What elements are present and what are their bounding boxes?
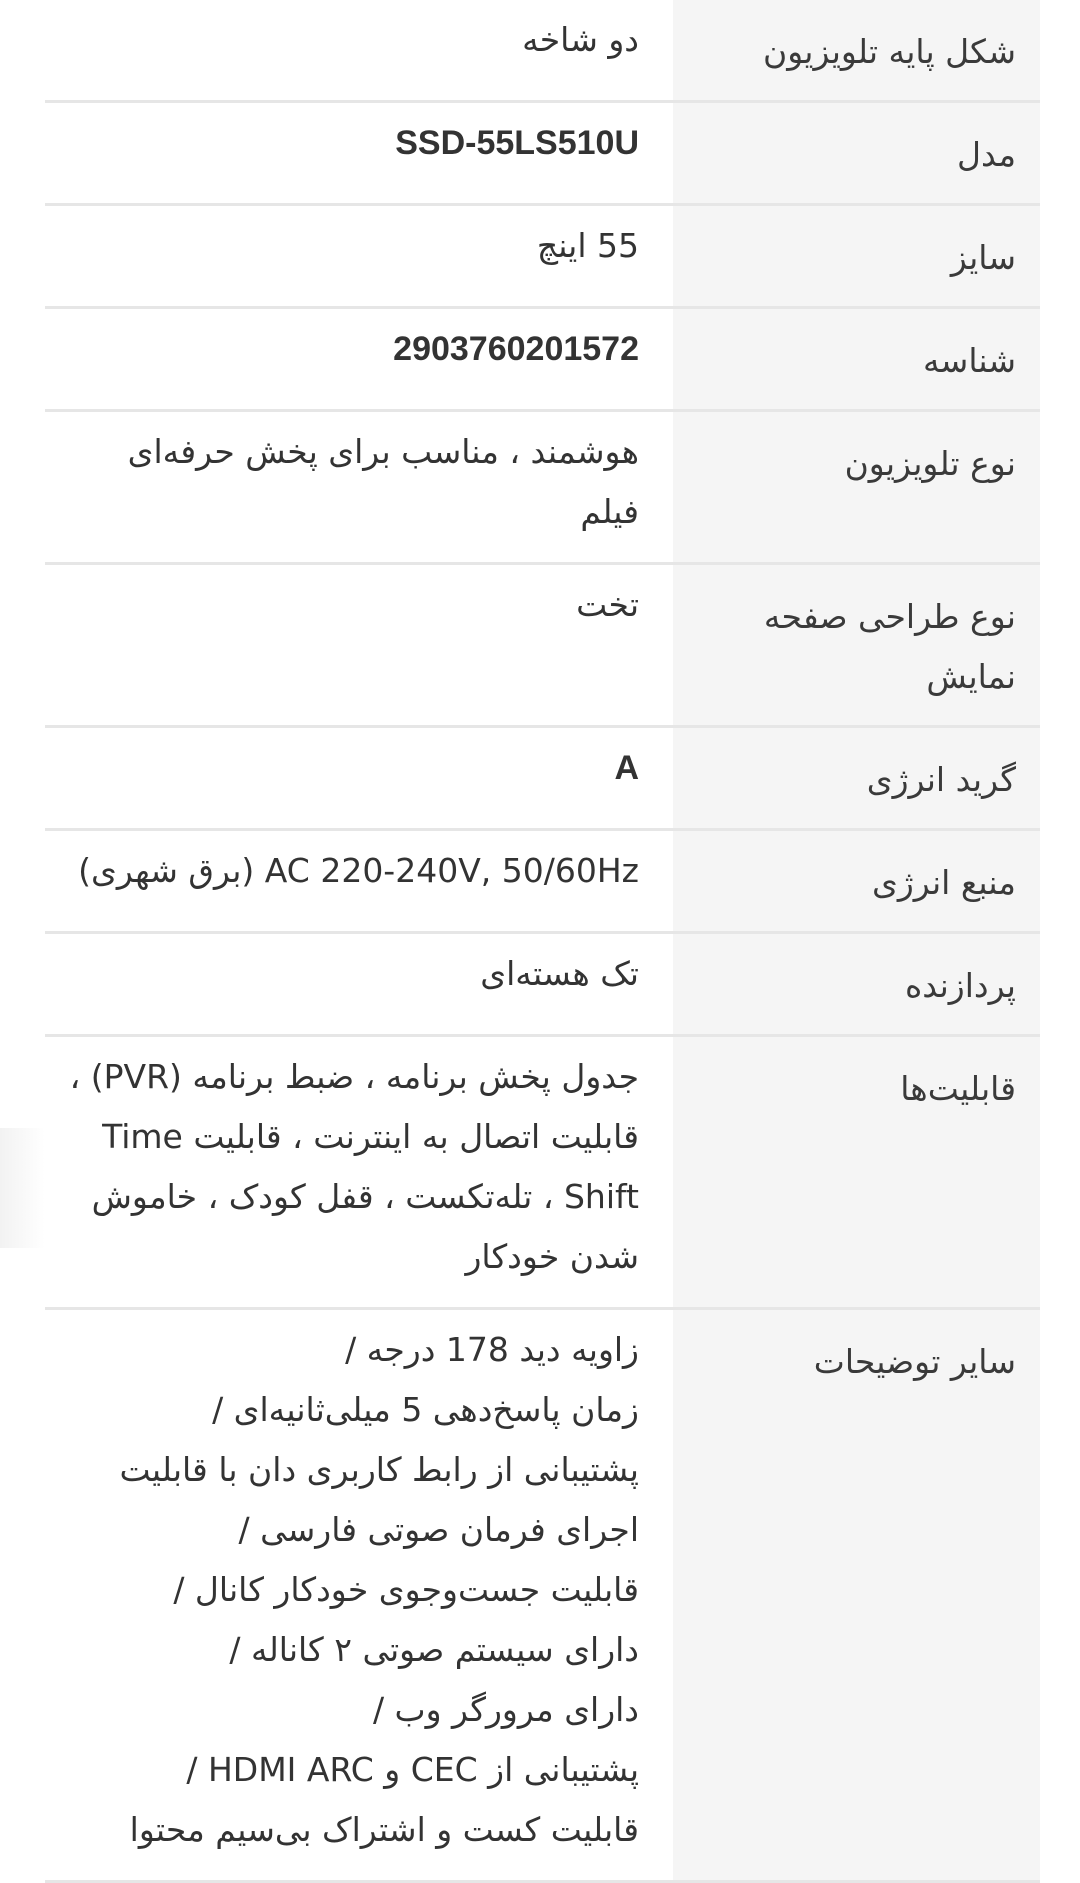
note-line: اجرای فرمان صوتی فارسی / [238,1510,639,1549]
note-line: زاویه دید 178 درجه / [345,1330,639,1369]
note-line: قابلیت جست‌وجوی خودکار کانال / [173,1570,639,1609]
spec-value [45,728,673,828]
spec-label: مدل [673,103,1040,203]
spec-row-power-source [45,831,1040,934]
spec-row-energy-grade [45,728,1040,831]
note-line: زمان پاسخ‌دهی 5 میلی‌ثانیه‌ای / [212,1390,639,1429]
note-line: قابلیت کست و اشتراک بی‌سیم محتوا [129,1810,639,1849]
spec-label: نوع تلویزیون [673,412,1040,562]
spec-value: تخت [576,585,639,624]
spec-value: AC 220-240V, 50/60Hz (برق شهری) [78,851,639,890]
spec-label: شناسه [673,309,1040,409]
spec-label: نوع طراحی صفحه نمایش [673,565,1040,725]
spec-value: دو شاخه [522,20,639,59]
spec-label: پردازنده [673,934,1040,1034]
note-line: پشتیبانی از CEC و HDMI ARC / [186,1750,639,1789]
spec-label: گرید انرژی [673,728,1040,828]
spec-row-size [45,206,1040,309]
spec-row-other-notes [45,1310,1040,1883]
spec-row-processor [45,934,1040,1037]
spec-table [45,0,1040,1883]
spec-value [45,309,673,409]
spec-value-notes [45,1310,673,1880]
spec-label: قابلیت‌ها [673,1037,1040,1307]
spec-value: 55 اینچ [536,226,639,265]
spec-label: سایز [673,206,1040,306]
spec-row-stand-shape [45,0,1040,103]
note-line: دارای سیستم صوتی ۲ کاناله / [229,1630,639,1669]
spec-row-features [45,1037,1040,1310]
spec-value: هوشمند ، مناسب برای پخش حرفه‌ای فیلم [127,432,639,531]
note-line: دارای مرورگر وب / [372,1690,639,1729]
spec-row-tv-type [45,412,1040,565]
product-id: 2903760201572 [393,330,639,368]
spec-row-screen-design [45,565,1040,728]
spec-row-id [45,309,1040,412]
spec-value [45,103,673,203]
energy-grade-value: A [614,749,639,787]
spec-label: سایر توضیحات [673,1310,1040,1880]
model-code: SSD-55LS510U [395,124,639,162]
spec-value: تک هسته‌ای [480,954,639,993]
spec-value: جدول پخش برنامه ، ضبط برنامه (PVR) ، قابلیت اتصال به اینترنت ، قابلیت Time Shift ، تله‌تکست ، قفل کودک ، خاموش شدن خودکار [69,1057,639,1276]
note-line: پشتیبانی از رابط کاربری دان با قابلیت [119,1450,639,1489]
scroll-edge-shadow [0,1128,45,1248]
spec-row-model [45,103,1040,206]
spec-label: منبع انرژی [673,831,1040,931]
spec-label: شکل پایه تلویزیون [673,0,1040,100]
